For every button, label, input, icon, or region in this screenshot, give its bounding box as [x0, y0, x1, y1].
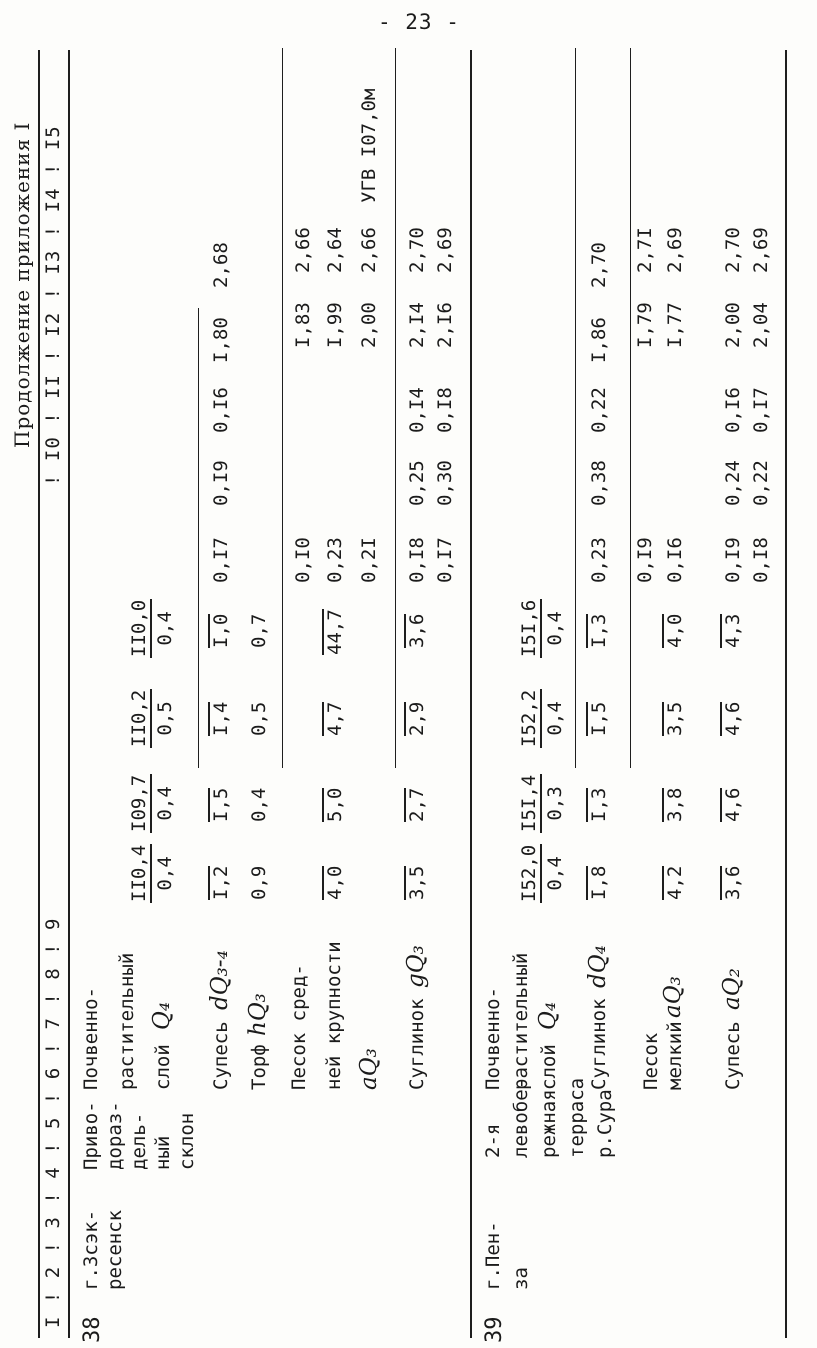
geologic-index: gQ₃ — [403, 945, 429, 988]
soil-name: Супесь — [722, 1021, 744, 1090]
cell-value: 0,I9 — [210, 460, 232, 506]
cell-value: I,8 — [588, 865, 610, 900]
cell-value: 0,I6 — [210, 387, 232, 433]
cell-value: 3,5 — [664, 701, 686, 736]
cell-value: I,4 — [210, 701, 232, 736]
site-separator — [470, 50, 472, 1338]
cell-value: 0,5 — [248, 701, 270, 736]
groundwater-level: УГВ I07,0м — [358, 88, 380, 203]
site-location-line: г.Зсэк- — [80, 1209, 102, 1290]
geologic-index: dQ₃-₄ — [207, 950, 233, 1010]
cell-value: 0,7 — [248, 613, 270, 648]
cell-value: 0,25 — [406, 460, 428, 506]
layer-rule-38b — [282, 48, 283, 768]
cell-value: 3,6 — [722, 865, 744, 900]
cell-value: 0,I8 — [406, 537, 428, 583]
cell-value: I,79 — [634, 302, 656, 348]
soil-name: ней крупности — [323, 941, 345, 1090]
cell-value: 3,8 — [664, 787, 686, 822]
soil-name: Суглинок — [588, 998, 610, 1090]
cell-value: 0,I7 — [434, 537, 456, 583]
cell-value: I,80 — [210, 317, 232, 363]
table-bottom-rule — [785, 50, 787, 1338]
soil-name: мелкий — [664, 1021, 686, 1090]
layer-rule-39b — [630, 48, 631, 768]
cell-value: 2,69 — [434, 227, 456, 273]
cell-value: 44,7 — [324, 609, 346, 655]
cell-value: 2,70 — [406, 227, 428, 273]
soil-name: Почвенно- — [80, 987, 102, 1090]
cell-value: I,99 — [324, 302, 346, 348]
elevation-depth-value: I09,7 0,4 — [128, 774, 176, 832]
elevation-depth-value: I5I,4 0,3 — [518, 774, 566, 832]
site-location-line: за — [510, 1267, 532, 1290]
cell-value: 0,24 — [722, 460, 744, 506]
cell-value: 2,7 — [406, 787, 428, 822]
cell-value: 0,I9 — [722, 537, 744, 583]
header-rule-top — [38, 50, 40, 1338]
cell-value: 0,22 — [588, 387, 610, 433]
site-location-line: ресенск — [104, 1209, 126, 1290]
cell-value: 0,9 — [248, 865, 270, 900]
cell-value: 4,6 — [722, 787, 744, 822]
cell-value: 0,4 — [248, 787, 270, 822]
relief-line: режная — [538, 1089, 560, 1158]
relief-line: ный — [152, 1135, 174, 1170]
site-number: 39 — [482, 1316, 507, 1343]
column-numbers-right: ! I0 ! II ! I2 ! I3 ! I4 ! I5 — [42, 125, 64, 486]
column-numbers-left: I ! 2 ! 3 ! 4 ! 5 ! 6 ! 7 ! 8 ! 9 — [42, 917, 64, 1328]
cell-value: 0,2I — [358, 537, 380, 583]
relief-line: дораз- — [104, 1101, 126, 1170]
cell-value: 2,04 — [750, 302, 772, 348]
cell-value: 0,23 — [324, 537, 346, 583]
geologic-index: aQ₃ — [660, 976, 686, 1018]
cell-value: 4,6 — [722, 701, 744, 736]
cell-value: 0,I4 — [406, 387, 428, 433]
cell-value: 2,70 — [722, 227, 744, 273]
relief-line: склон — [176, 1112, 198, 1170]
cell-value: 2,00 — [722, 302, 744, 348]
soil-name: Суглинок — [406, 998, 428, 1090]
geologic-index: Q₄ — [535, 1001, 561, 1030]
cell-value: 2,64 — [324, 227, 346, 273]
soil-name: Торф — [248, 1044, 270, 1090]
soil-name: слой — [152, 1044, 174, 1090]
appendix-title: Продолжение приложения I — [10, 121, 34, 448]
cell-value: 0,I8 — [434, 387, 456, 433]
relief-line: р.Сура — [594, 1089, 616, 1158]
cell-value: 0,I6 — [664, 537, 686, 583]
cell-value: 0,23 — [588, 537, 610, 583]
geologic-index: Q₄ — [149, 1001, 175, 1030]
cell-value: I,2 — [210, 865, 232, 900]
cell-value: 4,0 — [324, 865, 346, 900]
cell-value: 4,2 — [664, 865, 686, 900]
cell-value: I,5 — [588, 701, 610, 736]
layer-rule-38a — [198, 308, 199, 768]
cell-value: I,5 — [210, 787, 232, 822]
soil-name: слой — [538, 1044, 560, 1090]
elevation-depth-value: I52,2 0,4 — [518, 689, 566, 747]
soil-name: Песок сред- — [288, 964, 310, 1090]
rotated-table-sheet — [0, 48, 817, 1348]
elevation-depth-value: II0,4 0,4 — [128, 844, 176, 902]
cell-value: 0,I0 — [292, 537, 314, 583]
cell-value: 2,68 — [210, 242, 232, 288]
cell-value: 2,70 — [588, 242, 610, 288]
soil-name: растительный — [510, 952, 532, 1090]
header-rule-bottom — [68, 50, 70, 1338]
site-number: 38 — [80, 1316, 105, 1343]
cell-value: I,86 — [588, 317, 610, 363]
cell-value: 2,00 — [358, 302, 380, 348]
cell-value: I,0 — [210, 613, 232, 648]
cell-value: 0,I6 — [722, 387, 744, 433]
soil-name: Супесь — [210, 1021, 232, 1090]
geologic-index: aQ₃ — [356, 1048, 382, 1090]
cell-value: I,77 — [664, 302, 686, 348]
elevation-depth-value: II0,0 0,4 — [128, 599, 176, 657]
cell-value: 2,I4 — [406, 302, 428, 348]
cell-value: I,3 — [588, 613, 610, 648]
cell-value: 0,I8 — [750, 537, 772, 583]
elevation-depth-value: II0,2 0,5 — [128, 689, 176, 747]
cell-value: I,83 — [292, 302, 314, 348]
cell-value: 0,I7 — [210, 537, 232, 583]
cell-value: I,3 — [588, 787, 610, 822]
geologic-index: aQ₂ — [719, 968, 745, 1010]
cell-value: 2,69 — [664, 227, 686, 273]
relief-line: терраса — [566, 1077, 588, 1158]
cell-value: 3,5 — [406, 865, 428, 900]
cell-value: 4,7 — [324, 701, 346, 736]
relief-line: 2-я — [482, 1123, 504, 1158]
cell-value: 4,3 — [722, 613, 744, 648]
cell-value: 0,30 — [434, 460, 456, 506]
cell-value: 0,I7 — [750, 387, 772, 433]
soil-name: Почвенно- — [482, 987, 504, 1090]
cell-value: 2,66 — [358, 227, 380, 273]
cell-value: 2,I6 — [434, 302, 456, 348]
relief-line: Приво- — [80, 1101, 102, 1170]
cell-value: 0,I9 — [634, 537, 656, 583]
cell-value: 2,9 — [406, 701, 428, 736]
page-number: - 23 - — [378, 10, 460, 34]
cell-value: 4,0 — [664, 613, 686, 648]
cell-value: 2,66 — [292, 227, 314, 273]
cell-value: 3,6 — [406, 613, 428, 648]
elevation-depth-value: I5I,6 0,4 — [518, 599, 566, 657]
geologic-index: dQ₄ — [585, 945, 611, 988]
soil-name: Песок — [640, 1032, 662, 1090]
layer-rule-39a — [575, 48, 576, 768]
cell-value: 0,38 — [588, 460, 610, 506]
relief-line: левобе- — [510, 1077, 532, 1158]
cell-value: 2,7I — [634, 227, 656, 273]
relief-line: дель- — [128, 1112, 150, 1170]
elevation-depth-value: I52,0 0,4 — [518, 844, 566, 902]
cell-value: 0,22 — [750, 460, 772, 506]
layer-rule-38c — [395, 48, 396, 768]
site-location-line: г.Пен- — [482, 1221, 504, 1290]
cell-value: 2,69 — [750, 227, 772, 273]
soil-name: растительный — [116, 952, 138, 1090]
geologic-index: hQ₃ — [245, 993, 271, 1036]
cell-value: 5,0 — [324, 787, 346, 822]
